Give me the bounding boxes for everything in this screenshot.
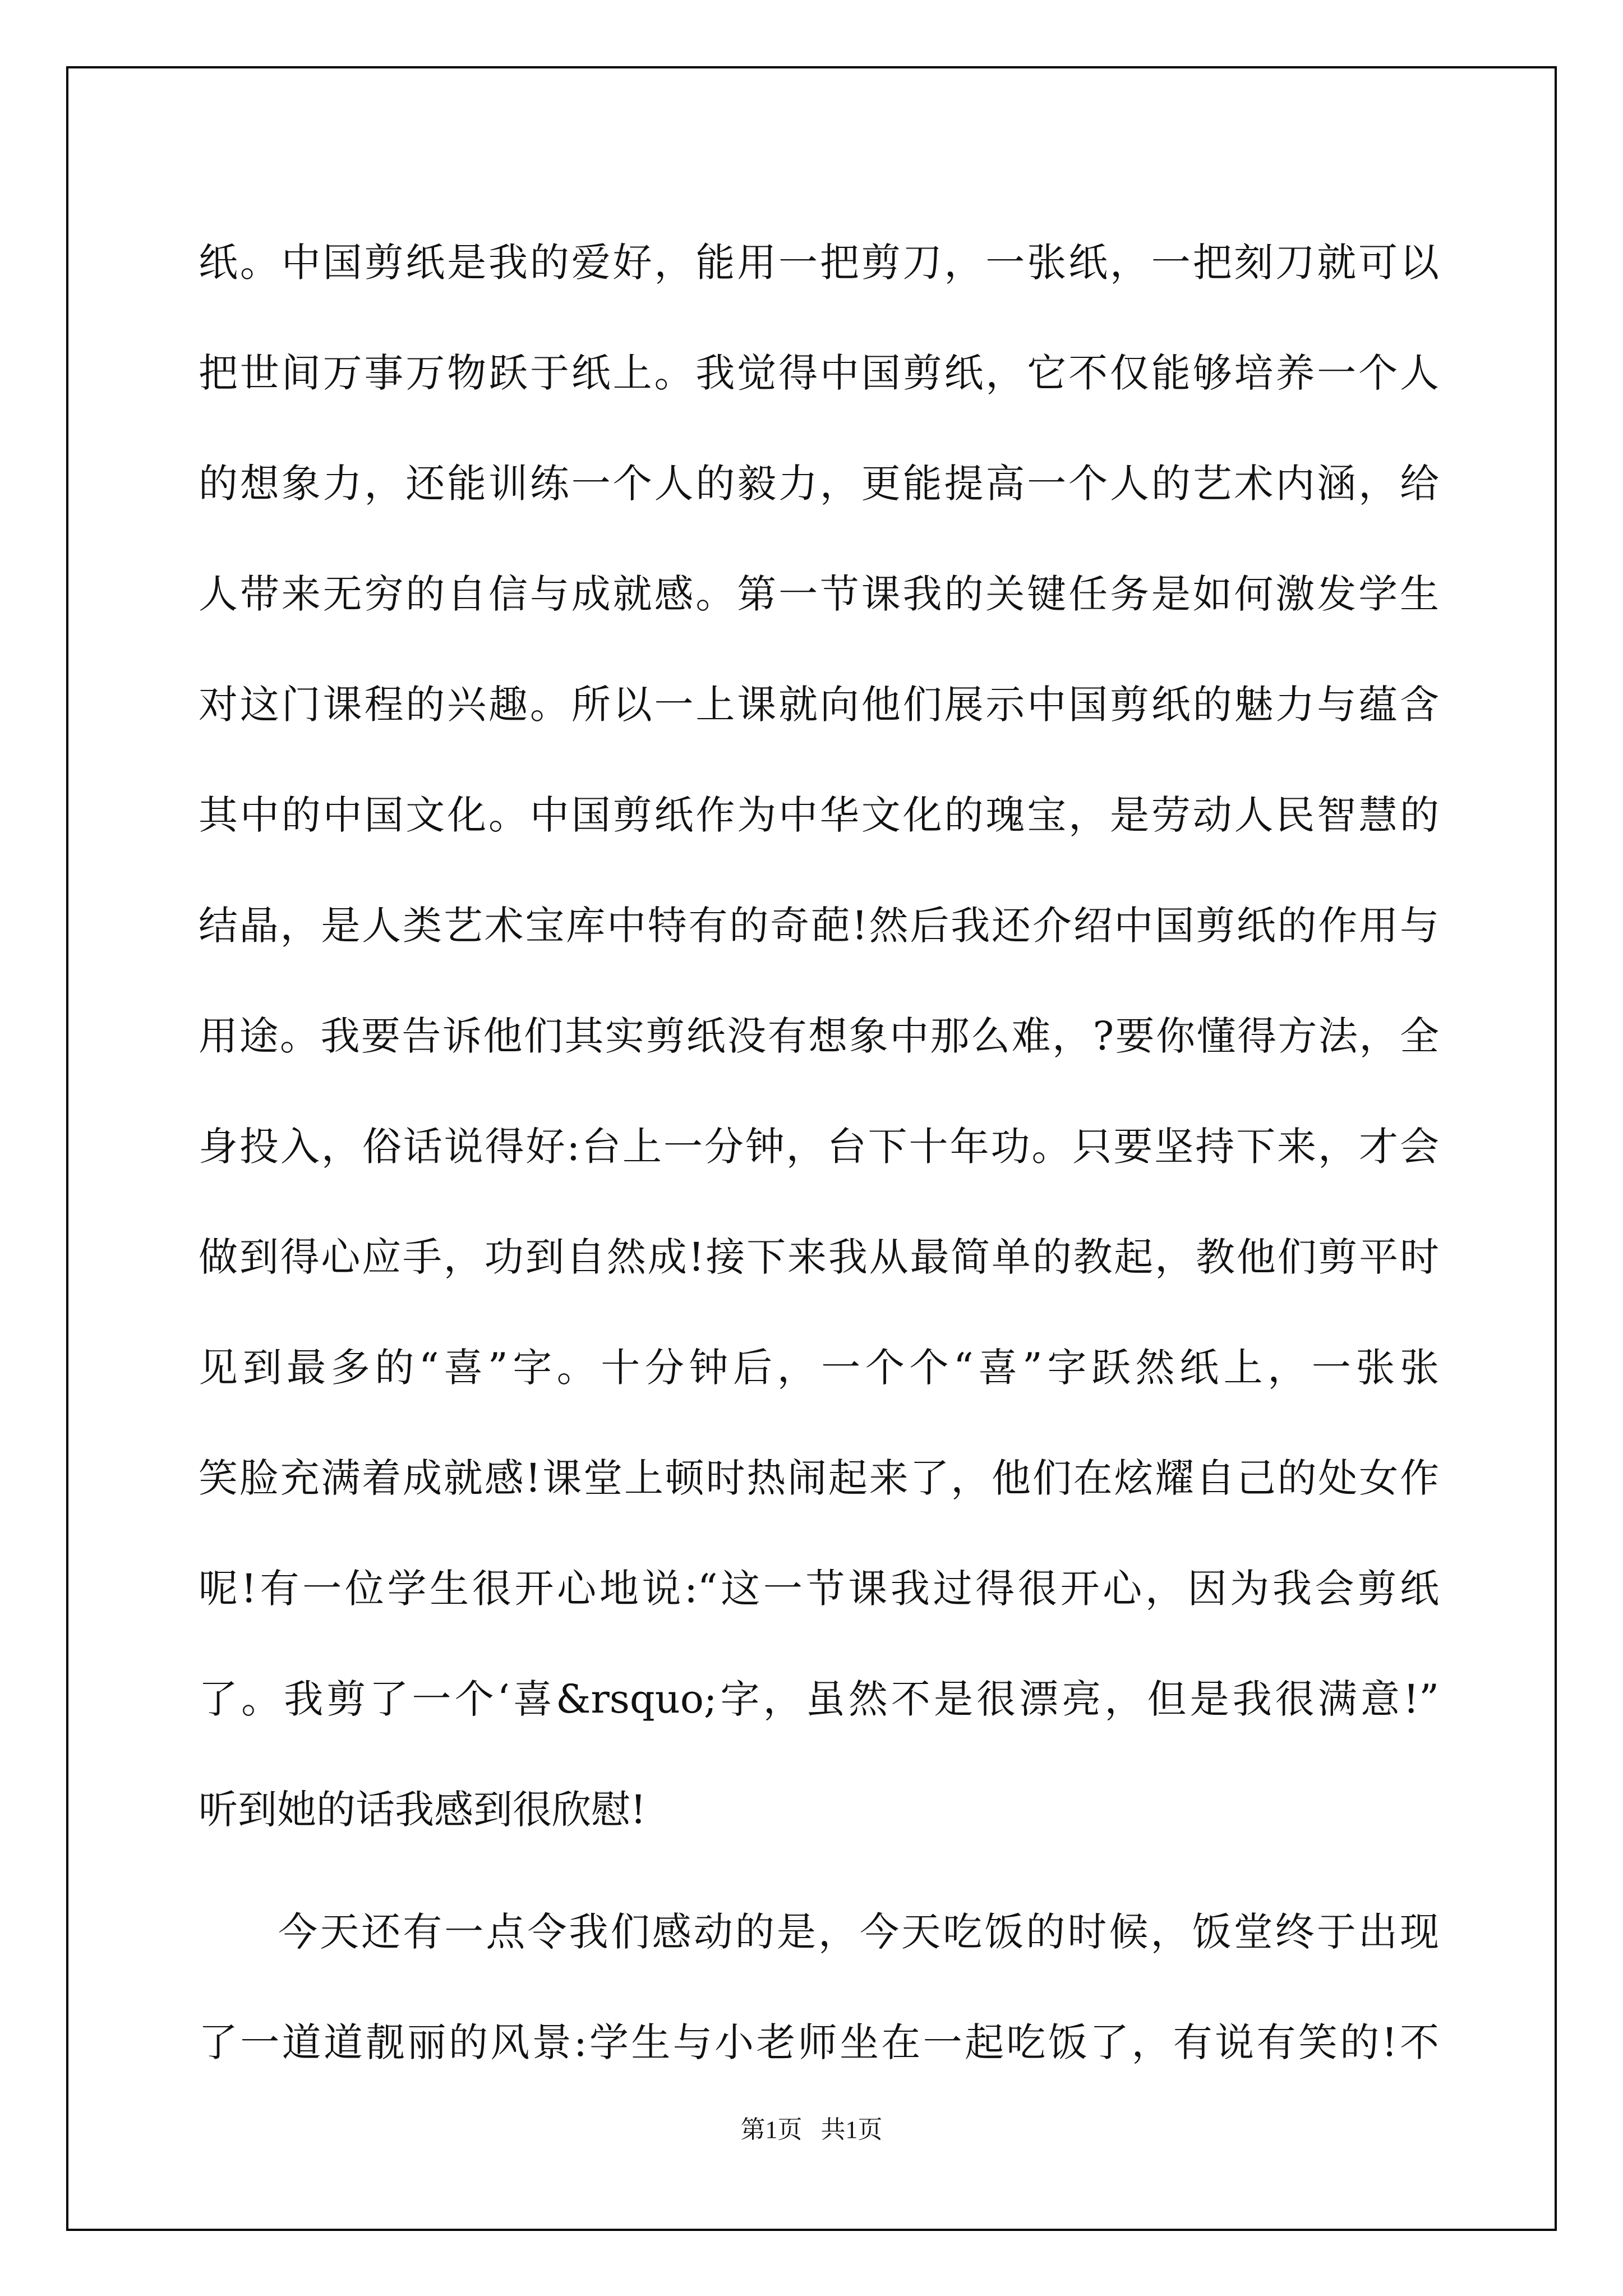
text-line: 了一道道靓丽的风景:学生与小老师坐在一起吃饭了，有说有笑的!不	[199, 2019, 1439, 2065]
text-line: 人带来无穷的自信与成就感。第一节课我的关键任务是如何激发学生	[199, 571, 1439, 617]
text-line: 见到最多的“喜”字。十分钟后，一个个“喜”字跃然纸上，一张张	[199, 1345, 1439, 1391]
text-line: 听到她的话我感到很欣慰!	[199, 1787, 647, 1833]
text-line: 身投入，俗话说得好:台上一分钟，台下十年功。只要坚持下来，才会	[199, 1124, 1439, 1170]
paragraph-gap	[199, 1865, 1439, 1877]
text-line: 了。我剪了一个‘喜&rsquo;字，虽然不是很漂亮，但是我很满意!”	[199, 1676, 1439, 1722]
paragraph	[199, 208, 1439, 1865]
text-line: 结晶，是人类艺术宝库中特有的奇葩!然后我还介绍中国剪纸的作用与	[199, 903, 1439, 949]
text-line: 对这门课程的兴趣。所以一上课就向他们展示中国剪纸的魅力与蕴含	[199, 682, 1439, 728]
text-line: 其中的中国文化。中国剪纸作为中华文化的瑰宝，是劳动人民智慧的	[199, 792, 1439, 838]
text-line: 纸。中国剪纸是我的爱好，能用一把剪刀，一张纸，一把刻刀就可以	[199, 240, 1439, 286]
text-line: 的想象力，还能训练一个人的毅力，更能提高一个人的艺术内涵，给	[199, 461, 1439, 507]
paragraph	[199, 1877, 1439, 2098]
text-line: 今天还有一点令我们感动的是，今天吃饭的时候，饭堂终于出现	[278, 1909, 1439, 1955]
page-number-footer: 第1页 共1页	[740, 2116, 883, 2143]
text-line: 呢!有一位学生很开心地说:“这一节课我过得很开心，因为我会剪纸	[199, 1566, 1439, 1612]
text-line: 把世间万事万物跃于纸上。我觉得中国剪纸，它不仅能够培养一个人	[199, 350, 1439, 396]
text-line: 做到得心应手，功到自然成!接下来我从最简单的教起，教他们剪平时	[199, 1234, 1439, 1280]
text-line: 笑脸充满着成就感!课堂上顿时热闹起来了，他们在炫耀自己的处女作	[199, 1455, 1439, 1501]
text-line: 用途。我要告诉他们其实剪纸没有想象中那么难，?要你懂得方法，全	[199, 1013, 1439, 1059]
document-body	[199, 208, 1439, 2098]
